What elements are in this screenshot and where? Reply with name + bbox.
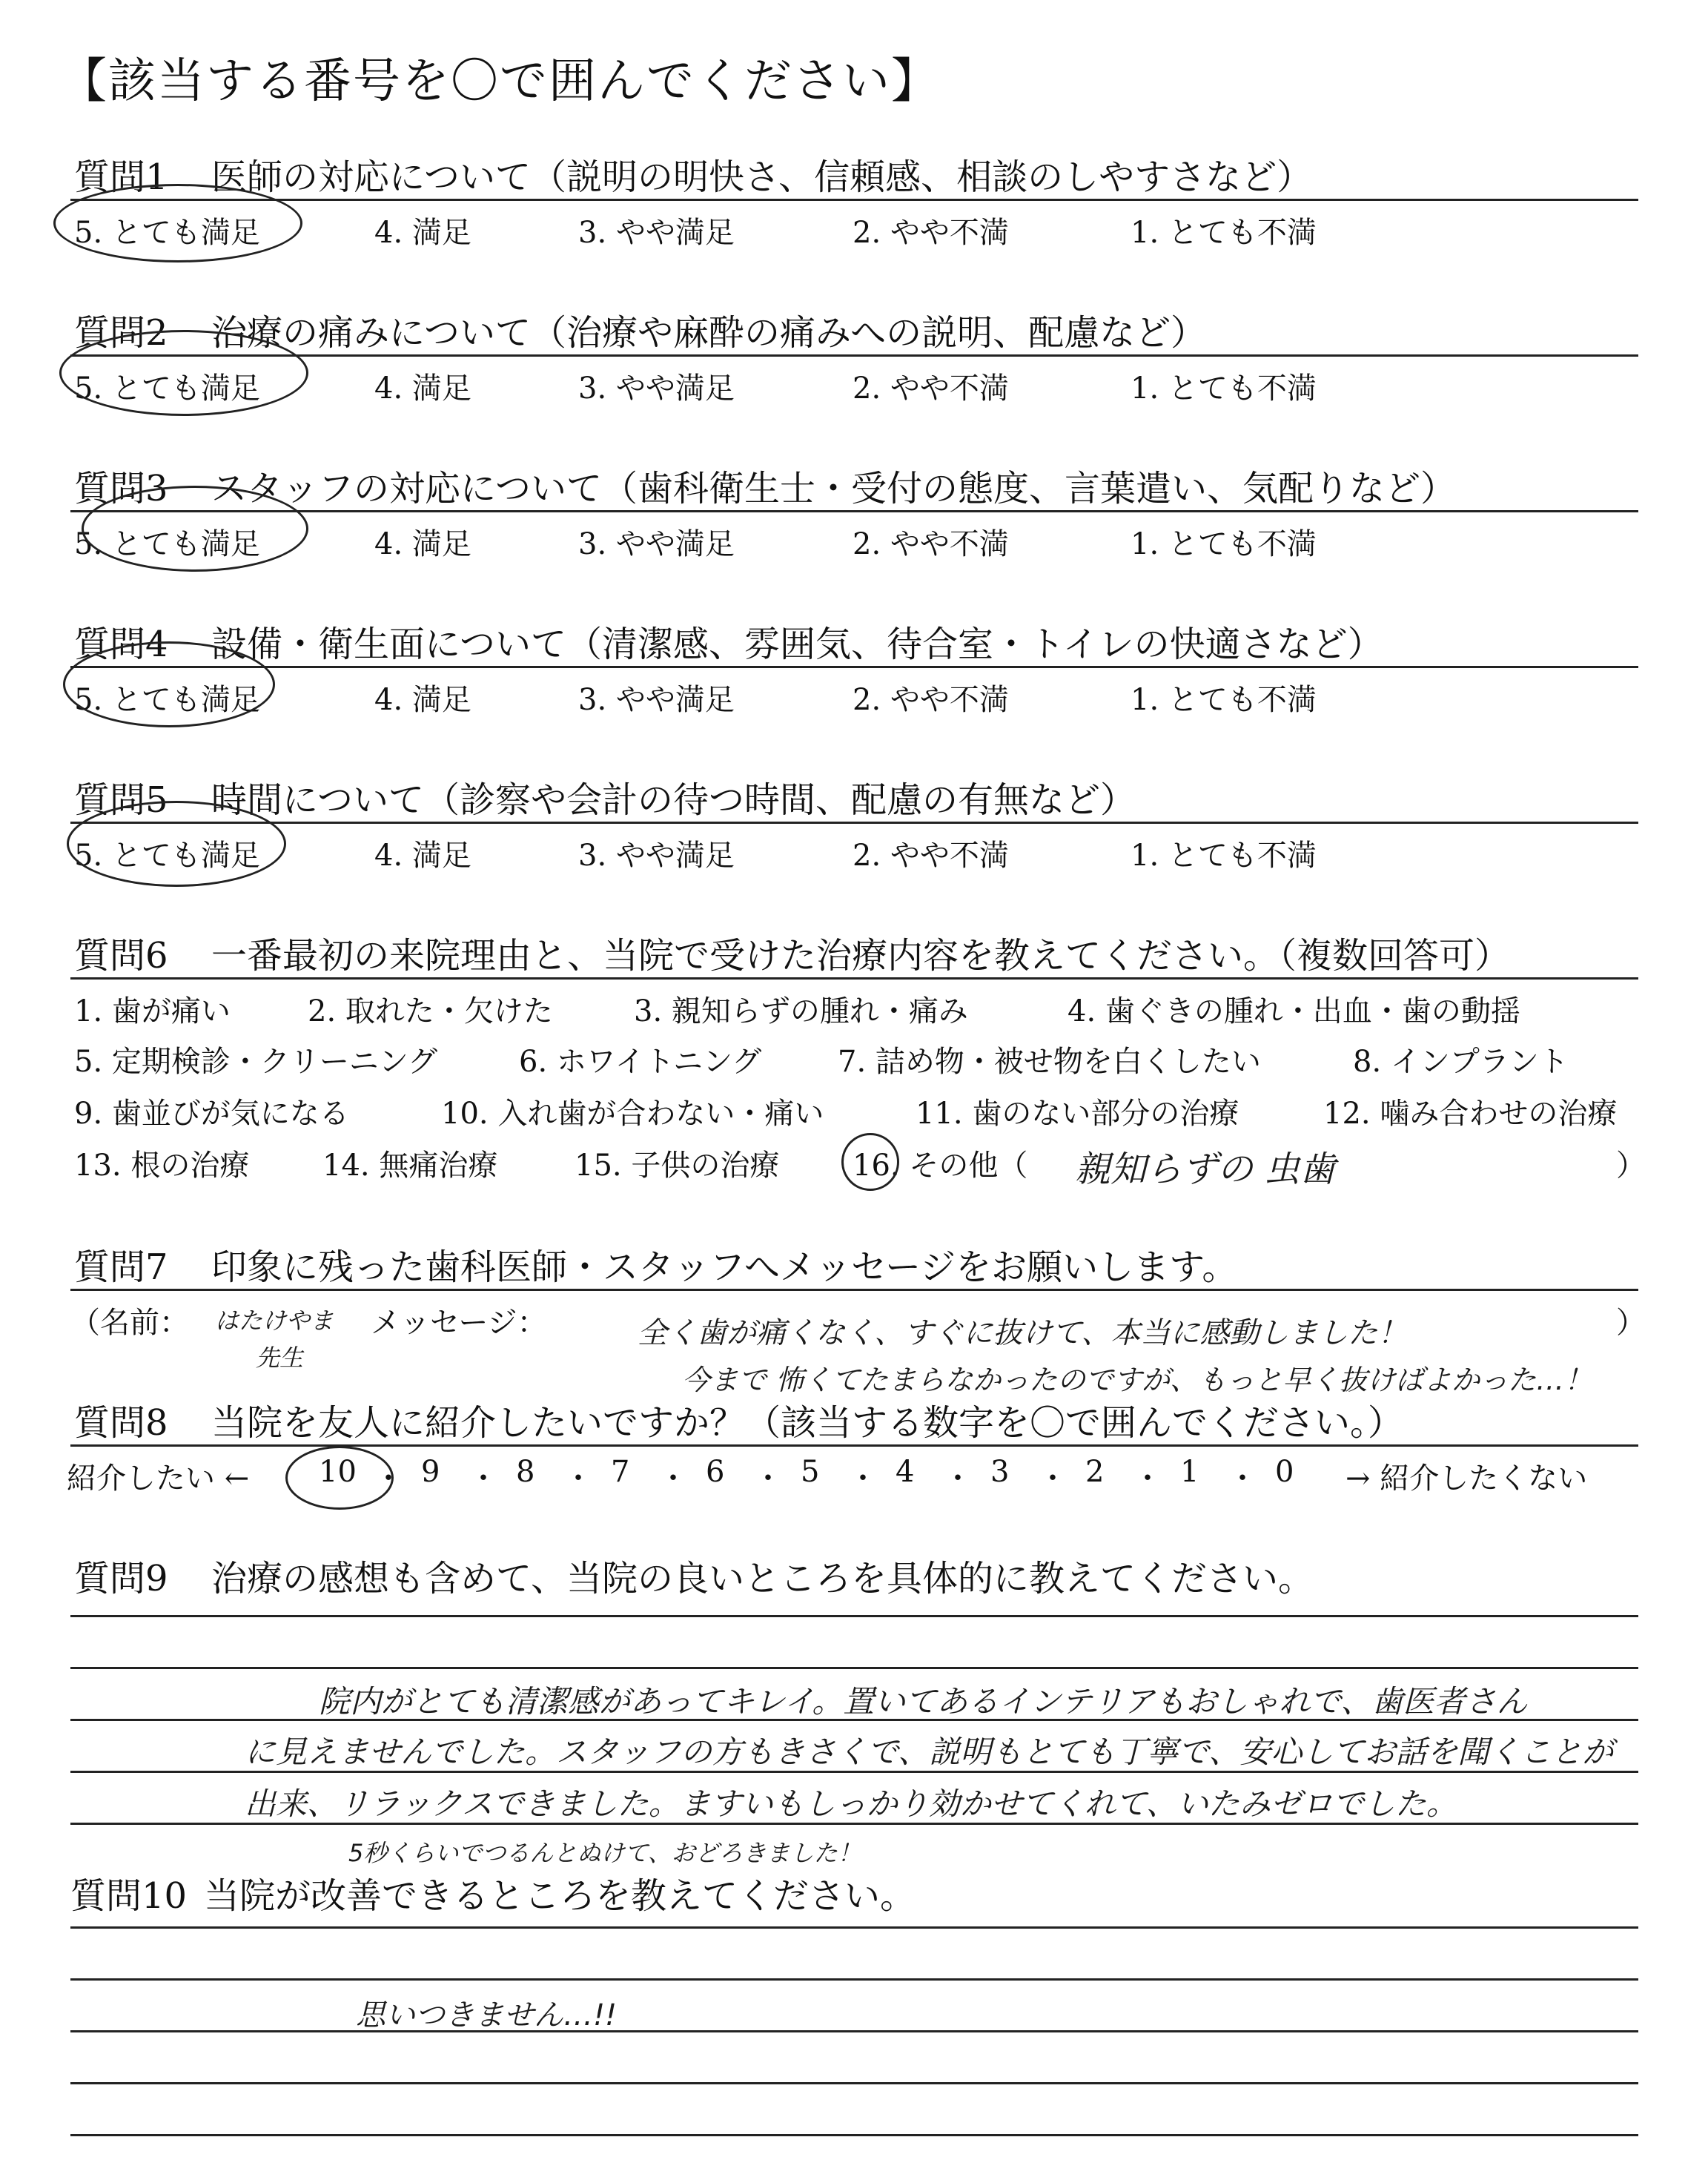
- writing-line: [70, 1615, 1638, 1617]
- rating-option-4[interactable]: 4. 満足: [374, 216, 471, 250]
- q8-scale-separator: ・: [848, 1462, 878, 1496]
- q8-scale-separator: ・: [374, 1462, 403, 1496]
- q8-scale-1[interactable]: 1: [1180, 1455, 1199, 1489]
- q6-option[interactable]: 3. 親知らずの腫れ・痛み: [634, 994, 968, 1028]
- q6-label: 質問6: [74, 935, 168, 977]
- q9-answer-line: 出来、リラックスできました。ますいもしっかり効かせてくれて、いたみゼロでした。: [245, 1786, 1457, 1822]
- q6-option[interactable]: 9. 歯並びが気になる: [74, 1097, 349, 1131]
- rating-option-1[interactable]: 1. とても不満: [1131, 683, 1317, 717]
- q10-answer: 思いつきません…!!: [356, 1998, 618, 2032]
- rating-option-2[interactable]: 2. やや不満: [853, 683, 1009, 717]
- rating-option-1[interactable]: 1. とても不満: [1131, 839, 1317, 873]
- q6-option[interactable]: 11. 歯のない部分の治療: [916, 1097, 1239, 1131]
- divider: [70, 510, 1638, 512]
- q6-option[interactable]: 15. 子供の治療: [575, 1149, 780, 1183]
- q8-scale-0[interactable]: 0: [1275, 1455, 1294, 1489]
- writing-line: [70, 2030, 1638, 2032]
- question-label: 質問2: [74, 312, 168, 354]
- q6-text: 一番最初の来院理由と、当院で受けた治療内容を教えてください。（複数回答可）: [211, 935, 1511, 977]
- question-label: 質問5: [74, 779, 168, 821]
- q6-other-answer: 親知らずの 虫歯: [1075, 1149, 1336, 1190]
- q8-label: 質問8: [74, 1402, 168, 1444]
- q8-scale-10[interactable]: 10: [319, 1455, 357, 1489]
- q8-scale-separator: ・: [1038, 1462, 1068, 1496]
- q8-left-label: 紹介したい ←: [67, 1462, 250, 1496]
- q6-option-other[interactable]: 16. その他（: [853, 1149, 1028, 1183]
- q8-scale-9[interactable]: 9: [421, 1455, 440, 1489]
- q8-scale-separator: ・: [753, 1462, 783, 1496]
- q10-text: 当院が改善できるところを教えてください。: [204, 1875, 916, 1917]
- rating-option-1[interactable]: 1. とても不満: [1131, 527, 1317, 561]
- q8-right-label: → 紹介したくない: [1345, 1462, 1588, 1496]
- q6-option[interactable]: 13. 根の治療: [74, 1149, 250, 1183]
- rating-option-5[interactable]: 5. とても満足: [74, 527, 260, 561]
- question-label: 質問3: [74, 468, 168, 509]
- q8-scale-separator: ・: [469, 1462, 498, 1496]
- q6-option[interactable]: 7. 詰め物・被せ物を白くしたい: [838, 1045, 1261, 1079]
- q8-scale-6[interactable]: 6: [706, 1455, 725, 1489]
- q8-text: 当院を友人に紹介したいですか？（該当する数字を〇で囲んでください。）: [211, 1402, 1404, 1444]
- q10-label: 質問10: [70, 1875, 188, 1917]
- selection-circle: [82, 486, 308, 572]
- question-label: 質問1: [74, 156, 168, 198]
- q8-scale-separator: ・: [563, 1462, 593, 1496]
- q9-answer-line: に見えませんでした。スタッフの方もきさくで、説明もとても丁寧で、安心してお話を聞くことが: [245, 1734, 1614, 1770]
- question-text: 時間について（診察や会計の待つ時間、配慮の有無など）: [211, 779, 1136, 821]
- divider: [70, 822, 1638, 824]
- q7-name-label: （名前：: [70, 1306, 189, 1340]
- rating-option-5[interactable]: 5. とても満足: [74, 216, 260, 250]
- divider: [70, 666, 1638, 668]
- q7-name-answer-honorific: 先生: [256, 1344, 304, 1372]
- question-text: 医師の対応について（説明の明快さ、信頼感、相談のしやすさなど）: [211, 156, 1313, 198]
- rating-option-4[interactable]: 4. 満足: [374, 527, 471, 561]
- rating-option-5[interactable]: 5. とても満足: [74, 839, 260, 873]
- selection-circle: [67, 801, 286, 887]
- q8-scale-separator: ・: [658, 1462, 688, 1496]
- writing-line: [70, 1667, 1638, 1669]
- q7-message-line1: 全く歯が痛くなく、すぐに抜けて、本当に感動しました！: [638, 1316, 1408, 1350]
- selection-circle: [841, 1133, 899, 1191]
- rating-option-2[interactable]: 2. やや不満: [853, 216, 1009, 250]
- q8-scale-3[interactable]: 3: [990, 1455, 1010, 1489]
- writing-line: [70, 2134, 1638, 2136]
- divider: [70, 354, 1638, 357]
- q8-scale-separator: ・: [943, 1462, 973, 1496]
- selection-circle: [285, 1446, 394, 1510]
- rating-option-2[interactable]: 2. やや不満: [853, 527, 1009, 561]
- q6-option[interactable]: 4. 歯ぐきの腫れ・出血・歯の動揺: [1068, 994, 1520, 1028]
- rating-option-2[interactable]: 2. やや不満: [853, 839, 1009, 873]
- q6-option[interactable]: 6. ホワイトニング: [519, 1045, 762, 1079]
- q7-text: 印象に残った歯科医師・スタッフへメッセージをお願いします。: [211, 1246, 1238, 1288]
- q6-option[interactable]: 12. 噛み合わせの治療: [1323, 1097, 1618, 1131]
- selection-circle: [59, 330, 308, 416]
- q8-scale-2[interactable]: 2: [1085, 1455, 1105, 1489]
- writing-line: [70, 1926, 1638, 1929]
- q9-answer-line: 院内がとても清潔感があってキレイ。置いてあるインテリアもおしゃれで、歯医者さん: [319, 1683, 1528, 1720]
- q7-message-label: メッセージ：: [371, 1306, 547, 1340]
- divider: [70, 1289, 1638, 1291]
- writing-line: [70, 2082, 1638, 2084]
- q7-label: 質問7: [74, 1246, 168, 1288]
- rating-option-4[interactable]: 4. 満足: [374, 371, 471, 406]
- q8-scale-7[interactable]: 7: [611, 1455, 630, 1489]
- q7-name-answer: はたけやま: [215, 1307, 334, 1335]
- selection-circle: [63, 641, 275, 727]
- question-text: 設備・衛生面について（清潔感、雰囲気、待合室・トイレの快適さなど）: [211, 624, 1383, 665]
- rating-option-4[interactable]: 4. 満足: [374, 839, 471, 873]
- q6-option[interactable]: 8. インプラント: [1353, 1045, 1569, 1079]
- q6-option[interactable]: 10. 入れ歯が合わない・痛い: [441, 1097, 824, 1131]
- q8-scale-4[interactable]: 4: [896, 1455, 915, 1489]
- divider: [70, 199, 1638, 201]
- selection-circle: [53, 184, 302, 262]
- question-text: スタッフの対応について（歯科衛生士・受付の態度、言葉遣い、気配りなど）: [211, 468, 1457, 509]
- rating-option-3[interactable]: 3. やや満足: [578, 216, 735, 250]
- divider: [70, 1444, 1638, 1447]
- rating-option-3[interactable]: 3. やや満足: [578, 371, 735, 406]
- q6-option[interactable]: 5. 定期検診・クリーニング: [74, 1045, 438, 1079]
- q8-scale-separator: ・: [1133, 1462, 1162, 1496]
- rating-option-1[interactable]: 1. とても不満: [1131, 216, 1317, 250]
- q9-text: 治療の感想も含めて、当院の良いところを具体的に教えてください。: [211, 1558, 1314, 1599]
- question-text: 治療の痛みについて（治療や麻酔の痛みへの説明、配慮など）: [211, 312, 1207, 354]
- q6-option[interactable]: 2. 取れた・欠けた: [308, 994, 553, 1028]
- rating-option-3[interactable]: 3. やや満足: [578, 683, 735, 717]
- rating-option-3[interactable]: 3. やや満足: [578, 839, 735, 873]
- divider: [70, 977, 1638, 980]
- question-label: 質問4: [74, 624, 168, 665]
- q9-answer-line: 5秒くらいでつるんとぬけて、おどろきました！: [348, 1839, 861, 1867]
- q7-close: ）: [1616, 1306, 1646, 1340]
- rating-option-4[interactable]: 4. 満足: [374, 683, 471, 717]
- rating-option-3[interactable]: 3. やや満足: [578, 527, 735, 561]
- writing-line: [70, 1978, 1638, 1981]
- q9-label: 質問9: [74, 1558, 168, 1599]
- rating-option-5[interactable]: 5. とても満足: [74, 371, 260, 406]
- survey-title: 【該当する番号を〇で囲んでください】: [59, 54, 940, 109]
- rating-option-2[interactable]: 2. やや不満: [853, 371, 1009, 406]
- q8-scale-5[interactable]: 5: [801, 1455, 820, 1489]
- q8-scale-8[interactable]: 8: [516, 1455, 535, 1489]
- q7-message-line2: 今まで 怖くてたまらなかったのですが、もっと早く抜けばよかった…！: [682, 1364, 1593, 1396]
- q6-other-close: ）: [1616, 1149, 1646, 1183]
- rating-option-5[interactable]: 5. とても満足: [74, 683, 260, 717]
- q6-option[interactable]: 1. 歯が痛い: [74, 994, 231, 1028]
- q8-scale-separator: ・: [1228, 1462, 1257, 1496]
- rating-option-1[interactable]: 1. とても不満: [1131, 371, 1317, 406]
- q6-option[interactable]: 14. 無痛治療: [322, 1149, 498, 1183]
